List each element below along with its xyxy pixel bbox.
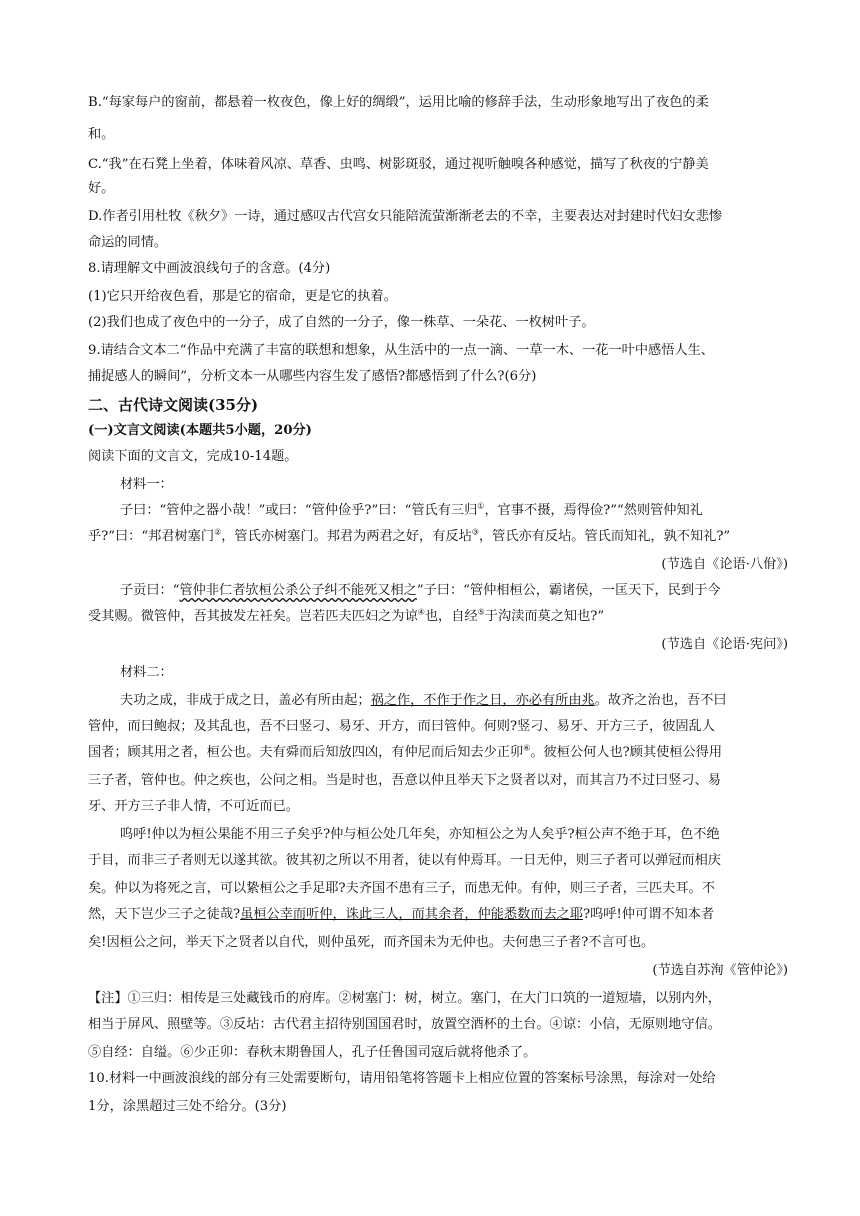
footnote-mark: ③ bbox=[471, 527, 479, 537]
option-c-line2: 好。 bbox=[88, 181, 115, 196]
text-run: 也，自经 bbox=[424, 609, 478, 624]
text-run: 。彼桓公何人也?顾其使桓公得用 bbox=[530, 745, 723, 760]
material-2-line3 bbox=[88, 742, 788, 764]
section-2-title: 二、古代诗文阅读(35分) bbox=[88, 396, 259, 414]
question-10-line1: 10.材料一中画波浪线的部分有三处需要断句，请用铅笔将答题卡上相应位置的答案标号涂黑，每涂对一处给 bbox=[88, 1071, 716, 1086]
text-run: 乎?”曰：“邦君树塞门 bbox=[88, 529, 215, 544]
text-run: 国者；顾其用之者，桓公也。夫有舜而后知放四凶，有仲尼而后知去少正卯 bbox=[88, 745, 524, 760]
question-9-line1: 9.请结合文本二“作品中充满了丰富的联想和想象，从生活中的一点一滴、一草一木、一花一叶中感悟人生、 bbox=[88, 343, 714, 358]
question-9-line2: 捕捉感人的瞬间”，分析文本一从哪些内容生发了感悟?都感悟到了什么?(6分) bbox=[88, 369, 537, 384]
option-c-line1: C.“我”在石凳上坐着，体味着风凉、草香、虫鸣、树影斑驳，通过视听触嗅各种感觉，描写了秋夜的宁静美 bbox=[88, 157, 709, 172]
material-1-para1-line1 bbox=[120, 500, 788, 522]
text-run: ，管氏亦有反坫。管氏而知礼，孰不知礼?” bbox=[478, 529, 731, 544]
material-2-line5: 牙、开方三子非人情，不可近而已。 bbox=[88, 799, 299, 814]
text-run: 受其赐。微管仲，吾其披发左衽矣。岂若匹夫匹妇之为谅 bbox=[88, 609, 418, 624]
question-10-line2: 1分，涂黑超过三处不给分。(3分) bbox=[88, 1099, 287, 1114]
material-2-para2-line5: 矣!因桓公之问，举天下之贤者以自代，则仲虽死，而齐国未为无仲也。夫何患三子者?不言可也。 bbox=[88, 935, 655, 950]
option-b-line2: 和。 bbox=[88, 127, 115, 142]
option-b-line1: B.“每家每户的窗前，都悬着一枚夜色，像上好的绸缎”，运用比喻的修辞手法，生动形象地写出了夜色的柔 bbox=[88, 95, 709, 110]
text-run: 子曰：“管仲之器小哉！”或曰：“管仲俭乎?”曰：“管氏有三归 bbox=[120, 503, 478, 518]
text-run: 然，天下岂少三子之徒哉? bbox=[88, 907, 241, 922]
footnote-mark: ① bbox=[477, 501, 485, 511]
material-2-source: (节选自苏洵《管仲论》) bbox=[652, 963, 788, 978]
text-run: ?呜呼!仲可谓不知本者 bbox=[583, 907, 715, 922]
underlined-text: 祸之作，不作于作之日，亦必有所由兆 bbox=[370, 693, 595, 708]
material-1-label: 材料一： bbox=[120, 477, 173, 492]
text-run: ，管氏亦树塞门。邦君为两君之好，有反坫 bbox=[221, 529, 472, 544]
material-1-para2-line2 bbox=[88, 606, 788, 628]
notes-line1: 【注】①三归：相传是三处藏钱币的府库。②树塞门：树，树立。塞门，在大门口筑的一道短墙，以别内外， bbox=[88, 991, 721, 1006]
material-2-label: 材料二： bbox=[120, 665, 173, 680]
footnote-mark: ④ bbox=[417, 607, 425, 617]
material-1-source-2: (节选自《论语·宪问》) bbox=[661, 637, 788, 652]
text-run: 子贡曰：“ bbox=[120, 583, 180, 598]
underlined-text: 虽桓公幸而听仲，诛此三人，而其余者，仲能悉数而去之耶 bbox=[240, 907, 584, 922]
material-2-line1 bbox=[120, 690, 788, 712]
material-2-para2-line3: 矣。仲以为将死之言，可以絷桓公之手足耶?夫齐国不患有三子，而患无仲。有仲，则三子者，三匹夫耳。不 bbox=[88, 881, 715, 896]
material-1-para2-line1 bbox=[120, 580, 788, 602]
material-1-para1-line2 bbox=[88, 526, 788, 548]
question-8-item1: (1)它只开给夜色看，那是它的宿命，更是它的执着。 bbox=[88, 289, 397, 304]
text-run: 。故齐之治也，吾不曰 bbox=[594, 693, 727, 708]
subsection-1-title: (一)文言文阅读(本题共5小题，20分) bbox=[88, 423, 312, 438]
text-run: 于沟渎而莫之知也?” bbox=[484, 609, 605, 624]
text-run: ，官事不摄，焉得俭?”“然则管仲知礼 bbox=[484, 503, 703, 518]
text-run: ”子曰：“管仲相桓公，霸诸侯，一匡天下，民到于今 bbox=[416, 583, 721, 598]
option-d-line2: 命运的同情。 bbox=[88, 235, 168, 250]
question-8: 8.请理解文中画波浪线句子的含意。(4分) bbox=[88, 261, 331, 276]
material-2-line2: 管仲，而曰鲍叔；及其乱也，吾不曰竖刁、易牙、开方，而曰管仲。何则?竖刁、易牙、开方三子，彼固乱人 bbox=[88, 719, 715, 734]
footnote-mark: ② bbox=[214, 527, 222, 537]
material-2-para2-line2: 于目，而非三子者则无以遂其欲。彼其初之所以不用者，徒以有仲焉耳。一日无仲，则三子者可以弹冠而相庆 bbox=[88, 853, 721, 868]
material-2-para2-line4 bbox=[88, 904, 788, 926]
notes-line3: ⑤自经：自缢。⑥少正卯：春秋末期鲁国人，孔子任鲁国司寇后就将他杀了。 bbox=[88, 1045, 537, 1060]
footnote-mark: ⑤ bbox=[477, 607, 485, 617]
reading-instruction: 阅读下面的文言文，完成10-14题。 bbox=[88, 449, 298, 464]
material-2-line4: 三子者，管仲也。仲之疾也，公问之相。当是时也，吾意以仲且举天下之贤者以对，而其言乃不过曰竖刁、易 bbox=[88, 773, 721, 788]
text-run: 夫功之成，非成于成之日，盖必有所由起； bbox=[120, 693, 371, 708]
wavy-underlined-text: 管仲非仁者欤桓公杀公子纠不能死又相之 bbox=[179, 583, 417, 598]
notes-line2: 相当于屏风、照壁等。③反坫：古代君主招待别国国君时，放置空酒杯的土台。④谅：小信，无原则地守信。 bbox=[88, 1017, 721, 1032]
material-1-source-1: (节选自《论语·八佾》) bbox=[661, 557, 788, 572]
option-d-line1: D.作者引用杜牧《秋夕》一诗，通过感叹古代宫女只能陪流萤渐渐老去的不幸，主要表达对封建时代妇女悲惨 bbox=[88, 209, 723, 224]
footnote-mark: ⑥ bbox=[523, 743, 531, 753]
question-8-item2: (2)我们也成了夜色中的一分子，成了自然的一分子，像一株草、一朵花、一枚树叶子。 bbox=[88, 315, 595, 330]
material-2-para2-line1: 呜呼!仲以为桓公果能不用三子矣乎?仲与桓公处几年矣，亦知桓公之为人矣乎?桓公声不绝于耳，色不绝 bbox=[120, 827, 720, 842]
